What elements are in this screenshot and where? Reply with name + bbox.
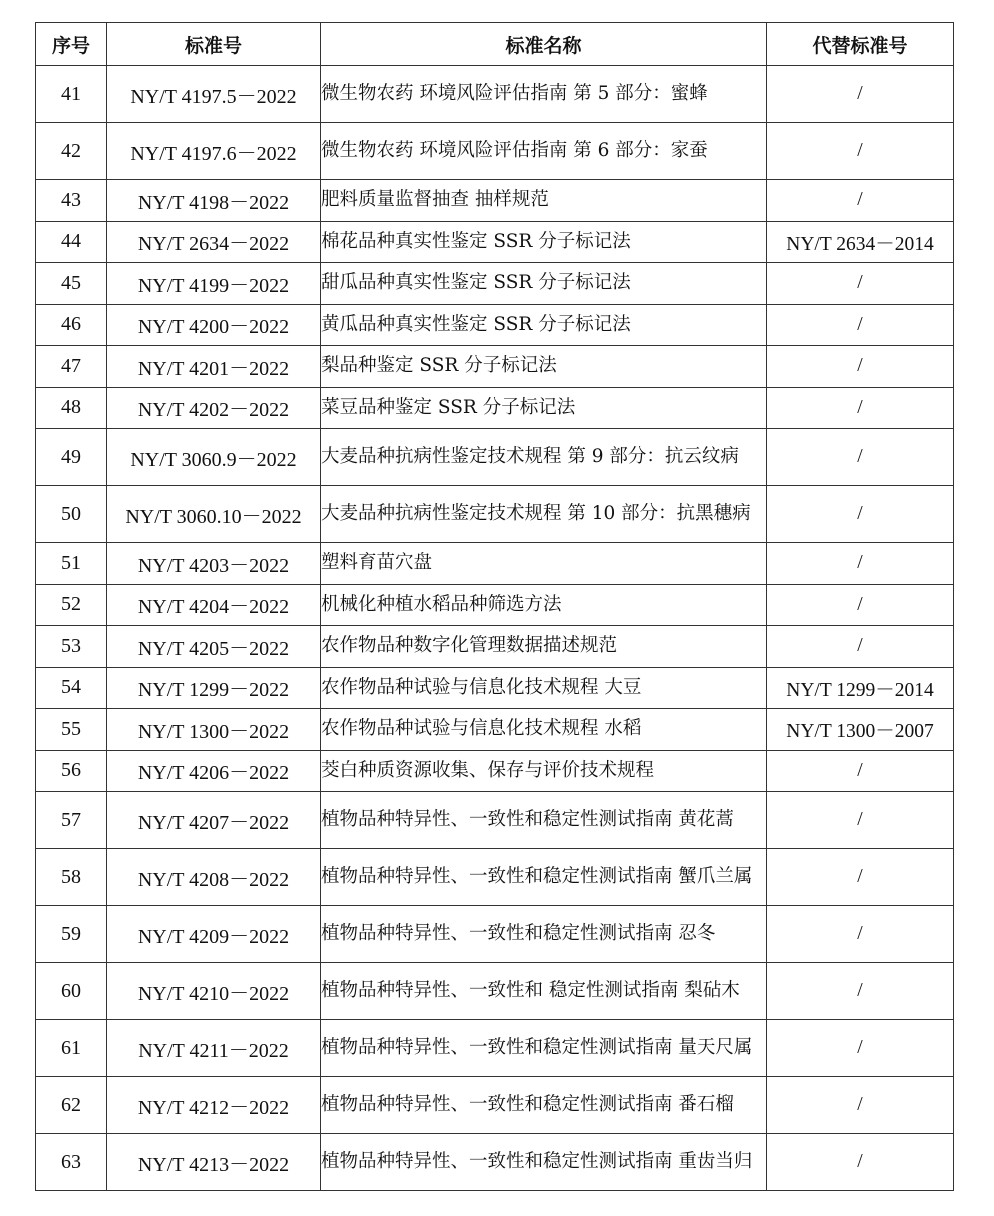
standard-name-cell: 植物品种特异性、一致性和稳定性测试指南 忍冬	[321, 906, 767, 963]
table-row	[36, 221, 954, 263]
replaced-standard-cell: /	[767, 626, 954, 668]
replaced-standard-cell: /	[767, 584, 954, 626]
replaced-standard-cell: /	[767, 543, 954, 585]
table-header	[36, 23, 954, 66]
serial-number-cell: 41	[36, 66, 107, 123]
replaced-standard-cell: NY/T 1299－2014	[767, 667, 954, 709]
standard-code-cell: NY/T 2634－2022	[107, 221, 321, 263]
replaced-standard-cell: /	[767, 1020, 954, 1077]
standards-table	[35, 22, 954, 1191]
standard-name-cell: 植物品种特异性、一致性和稳定性测试指南 番石榴	[321, 1077, 767, 1134]
serial-number-cell: 42	[36, 123, 107, 180]
header-standard-name: 标准名称	[321, 23, 767, 66]
serial-number-cell: 54	[36, 667, 107, 709]
standard-name-cell: 大麦品种抗病性鉴定技术规程 第 10 部分：抗黑穗病	[321, 486, 767, 543]
standard-code-cell: NY/T 4208－2022	[107, 849, 321, 906]
replaced-standard-cell: /	[767, 346, 954, 388]
table-row	[36, 304, 954, 346]
standard-code-cell: NY/T 4205－2022	[107, 626, 321, 668]
standard-name-cell: 微生物农药 环境风险评估指南 第 6 部分：家蚕	[321, 123, 767, 180]
replaced-standard-cell: /	[767, 963, 954, 1020]
standard-code-cell: NY/T 1300－2022	[107, 709, 321, 751]
standard-code-cell: NY/T 4203－2022	[107, 543, 321, 585]
standard-name-cell: 农作物品种试验与信息化技术规程 大豆	[321, 667, 767, 709]
serial-number-cell: 49	[36, 429, 107, 486]
table-row	[36, 963, 954, 1020]
standard-name-cell: 农作物品种数字化管理数据描述规范	[321, 626, 767, 668]
standard-name-cell: 微生物农药 环境风险评估指南 第 5 部分：蜜蜂	[321, 66, 767, 123]
standard-name-cell: 植物品种特异性、一致性和稳定性测试指南 重齿当归	[321, 1134, 767, 1191]
table-row	[36, 849, 954, 906]
serial-number-cell: 57	[36, 792, 107, 849]
replaced-standard-cell: /	[767, 906, 954, 963]
replaced-standard-cell: NY/T 2634－2014	[767, 221, 954, 263]
serial-number-cell: 62	[36, 1077, 107, 1134]
standard-code-cell: NY/T 4199－2022	[107, 263, 321, 305]
replaced-standard-cell: NY/T 1300－2007	[767, 709, 954, 751]
standard-code-cell: NY/T 4197.5－2022	[107, 66, 321, 123]
serial-number-cell: 51	[36, 543, 107, 585]
standard-code-cell: NY/T 4206－2022	[107, 750, 321, 792]
standard-name-cell: 植物品种特异性、一致性和稳定性测试指南 量天尺属	[321, 1020, 767, 1077]
standard-name-cell: 大麦品种抗病性鉴定技术规程 第 9 部分：抗云纹病	[321, 429, 767, 486]
table-row	[36, 263, 954, 305]
table-row	[36, 1020, 954, 1077]
table-row	[36, 1134, 954, 1191]
serial-number-cell: 58	[36, 849, 107, 906]
standard-code-cell: NY/T 4197.6－2022	[107, 123, 321, 180]
standard-code-cell: NY/T 4211－2022	[107, 1020, 321, 1077]
serial-number-cell: 63	[36, 1134, 107, 1191]
replaced-standard-cell: /	[767, 263, 954, 305]
table-row	[36, 667, 954, 709]
table-row	[36, 123, 954, 180]
standard-name-cell: 农作物品种试验与信息化技术规程 水稻	[321, 709, 767, 751]
serial-number-cell: 60	[36, 963, 107, 1020]
table-row	[36, 180, 954, 222]
header-standard-code: 标准号	[107, 23, 321, 66]
standard-code-cell: NY/T 4207－2022	[107, 792, 321, 849]
standard-code-cell: NY/T 3060.9－2022	[107, 429, 321, 486]
replaced-standard-cell: /	[767, 792, 954, 849]
header-replaced-standard: 代替标准号	[767, 23, 954, 66]
table-row	[36, 429, 954, 486]
table-row	[36, 584, 954, 626]
standard-name-cell: 机械化种植水稻品种筛选方法	[321, 584, 767, 626]
serial-number-cell: 59	[36, 906, 107, 963]
table-row	[36, 792, 954, 849]
standard-code-cell: NY/T 4213－2022	[107, 1134, 321, 1191]
replaced-standard-cell: /	[767, 387, 954, 429]
header-row	[36, 23, 954, 66]
serial-number-cell: 43	[36, 180, 107, 222]
standard-code-cell: NY/T 1299－2022	[107, 667, 321, 709]
serial-number-cell: 53	[36, 626, 107, 668]
table-row	[36, 906, 954, 963]
standard-code-cell: NY/T 4198－2022	[107, 180, 321, 222]
serial-number-cell: 48	[36, 387, 107, 429]
standard-name-cell: 塑料育苗穴盘	[321, 543, 767, 585]
standard-name-cell: 植物品种特异性、一致性和稳定性测试指南 黄花蒿	[321, 792, 767, 849]
serial-number-cell: 47	[36, 346, 107, 388]
table-row	[36, 543, 954, 585]
standard-code-cell: NY/T 3060.10－2022	[107, 486, 321, 543]
serial-number-cell: 56	[36, 750, 107, 792]
serial-number-cell: 50	[36, 486, 107, 543]
serial-number-cell: 44	[36, 221, 107, 263]
serial-number-cell: 52	[36, 584, 107, 626]
standard-code-cell: NY/T 4212－2022	[107, 1077, 321, 1134]
serial-number-cell: 46	[36, 304, 107, 346]
replaced-standard-cell: /	[767, 849, 954, 906]
replaced-standard-cell: /	[767, 1134, 954, 1191]
replaced-standard-cell: /	[767, 1077, 954, 1134]
table-row	[36, 486, 954, 543]
standard-name-cell: 菜豆品种鉴定 SSR 分子标记法	[321, 387, 767, 429]
table-row	[36, 709, 954, 751]
standard-name-cell: 茭白种质资源收集、保存与评价技术规程	[321, 750, 767, 792]
standard-name-cell: 黄瓜品种真实性鉴定 SSR 分子标记法	[321, 304, 767, 346]
replaced-standard-cell: /	[767, 429, 954, 486]
replaced-standard-cell: /	[767, 486, 954, 543]
table-body	[36, 66, 954, 1191]
table-row	[36, 387, 954, 429]
replaced-standard-cell: /	[767, 66, 954, 123]
table-row	[36, 626, 954, 668]
replaced-standard-cell: /	[767, 180, 954, 222]
standard-code-cell: NY/T 4200－2022	[107, 304, 321, 346]
standard-code-cell: NY/T 4210－2022	[107, 963, 321, 1020]
standard-name-cell: 甜瓜品种真实性鉴定 SSR 分子标记法	[321, 263, 767, 305]
table-row	[36, 66, 954, 123]
standard-name-cell: 植物品种特异性、一致性和稳定性测试指南 蟹爪兰属	[321, 849, 767, 906]
table-row	[36, 346, 954, 388]
standard-code-cell: NY/T 4202－2022	[107, 387, 321, 429]
serial-number-cell: 61	[36, 1020, 107, 1077]
standard-name-cell: 肥料质量监督抽查 抽样规范	[321, 180, 767, 222]
standard-name-cell: 梨品种鉴定 SSR 分子标记法	[321, 346, 767, 388]
replaced-standard-cell: /	[767, 123, 954, 180]
standard-code-cell: NY/T 4204－2022	[107, 584, 321, 626]
serial-number-cell: 45	[36, 263, 107, 305]
standard-name-cell: 棉花品种真实性鉴定 SSR 分子标记法	[321, 221, 767, 263]
standard-code-cell: NY/T 4201－2022	[107, 346, 321, 388]
serial-number-cell: 55	[36, 709, 107, 751]
standard-code-cell: NY/T 4209－2022	[107, 906, 321, 963]
standard-name-cell: 植物品种特异性、一致性和 稳定性测试指南 梨砧木	[321, 963, 767, 1020]
replaced-standard-cell: /	[767, 750, 954, 792]
header-serial-number: 序号	[36, 23, 107, 66]
table-row	[36, 750, 954, 792]
table-row	[36, 1077, 954, 1134]
replaced-standard-cell: /	[767, 304, 954, 346]
